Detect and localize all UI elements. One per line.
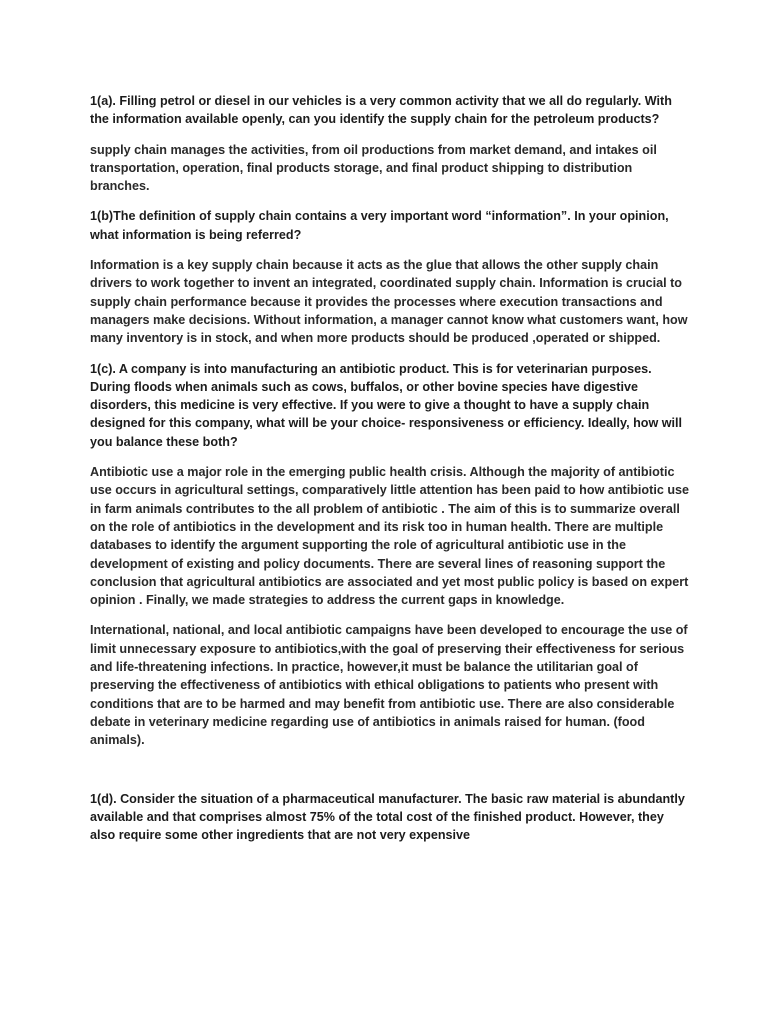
answer-1b: Information is a key supply chain because it acts as the glue that allows the other supply chain drivers to work together to invent an integrated, coordinated supply chain. Information is crucial to supply chain performance because it provides the processes where execution transactions and managers make decisions. Without information, a manager cannot know what customers want, how many inventory is in stock, and when more products should be produced ,operated or shipped.: [90, 258, 688, 346]
question-1a: 1(a). Filling petrol or diesel in our vehicles is a very common activity that we all do regularly. With the information available openly, can you identify the supply chain for the petroleum products?: [90, 94, 672, 127]
question-1d: 1(d). Consider the situation of a pharmaceutical manufacturer. The basic raw material is abundantly available and that comprises almost 75% of the total cost of the finished product. However, they also require some other ingredients that are not very expensive: [90, 791, 685, 843]
question-1b: 1(b)The definition of supply chain contains a very important word “information”. In your opinion, what information is being referred?: [90, 209, 669, 242]
document-body: [90, 92, 690, 856]
answer-1c-part-2: International, national, and local antibiotic campaigns have been developed to encourage the use of limit unnecessary exposure to antibiotics,with the goal of preserving their effectiveness for serious and life-threatening infections. In practice, however,it must be balance the utilitarian goal of preserving the effectiveness of antibiotics with ethical obligations to patients who present with conditions that are to be harmed and may benefit from antibiotic use. There are also considerable debate in veterinary medicine regarding use of antibiotics in animals raised for human. (food animals).: [90, 623, 688, 748]
question-1c: 1(c). A company is into manufacturing an antibiotic product. This is for veterinarian purposes. During floods when animals such as cows, buffalos, or other bovine species have digestive disorders, this medicine is very effective. If you were to give a thought to have a supply chain designed for this company, what will be your choice- responsiveness or efficiency. Ideally, how will you balance these both?: [90, 361, 683, 449]
answer-1c-part-1: Antibiotic use a major role in the emerging public health crisis. Although the majority of antibiotic use occurs in agricultural settings, comparatively little attention has been paid to how antibiotic use in farm animals contributes to the all problem of antibiotic . The aim of this is to summarize overall on the role of antibiotics in the development and its risk too in human health. There are multiple databases to identify the argument supporting the role of agricultural antibiotic use in the development of existing and policy documents. There are several lines of reasoning support the conclusion that agricultural antibiotics are associated and yet most public policy is based on expert opinion . Finally, we made strategies to address the current gaps in knowledge.: [90, 465, 690, 608]
answer-1a: supply chain manages the activities, from oil productions from market demand, and intakes oil transportation, operation, final products storage, and final product shipping to distribution branches.: [90, 142, 657, 194]
